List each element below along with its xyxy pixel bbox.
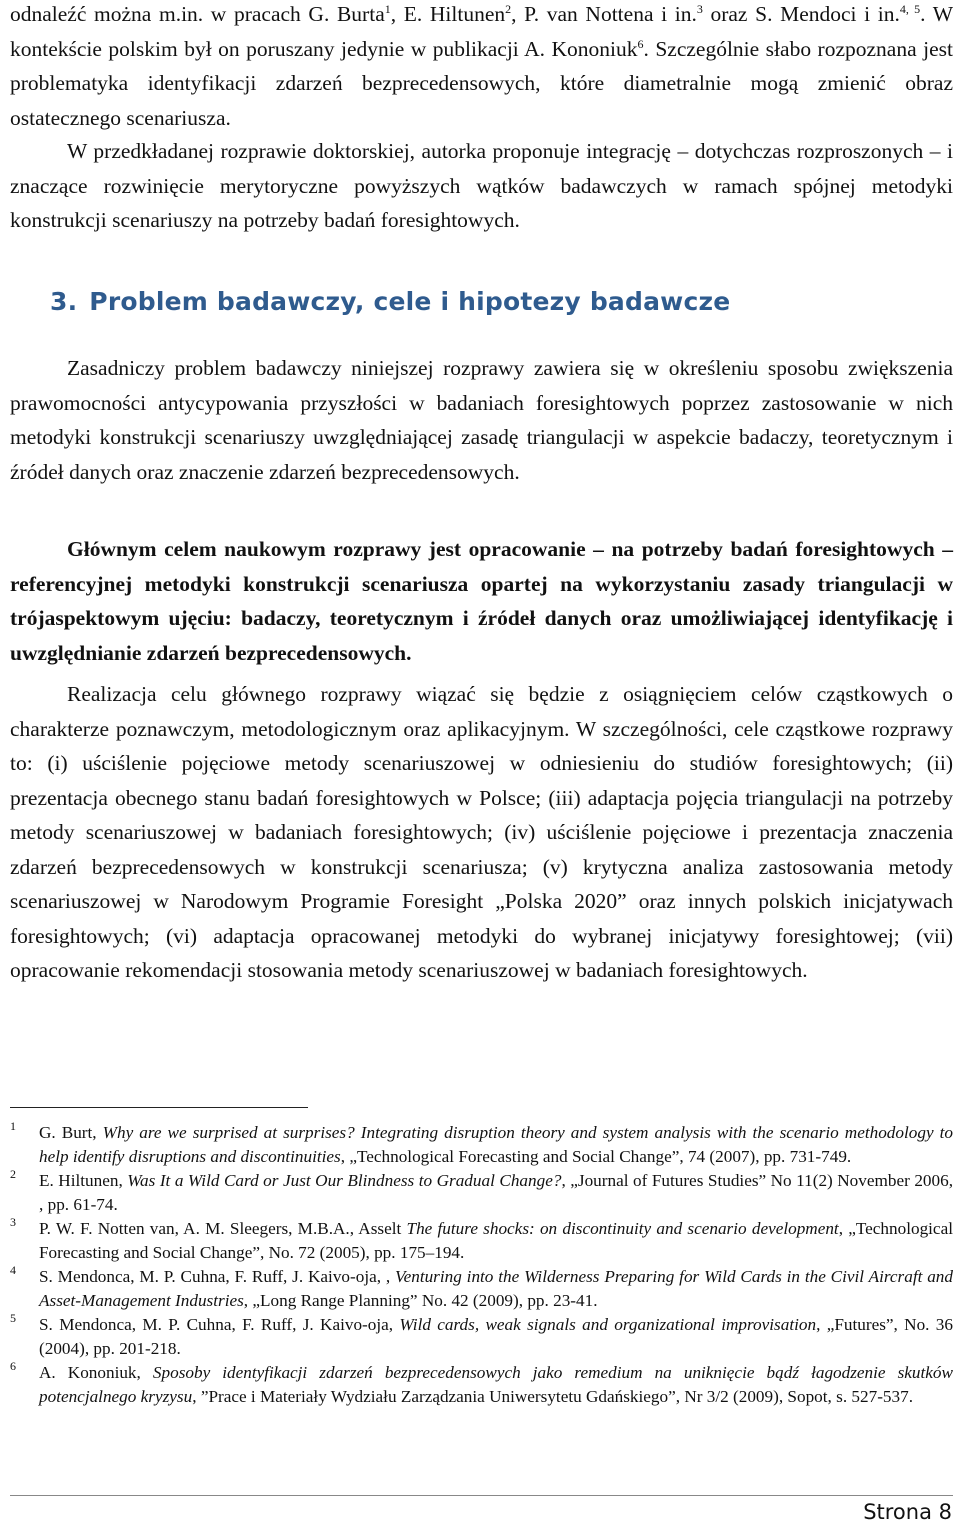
footnote-title: Why are we surprised at surprises? Integrating disruption theory and system analysis with the scenario methodology to help identify disruptions and discontinuities [39,1123,953,1166]
text-segment: , E. Hiltunen [390,2,506,26]
footnote-author: S. Mendonca, M. P. Cuhna, F. Ruff, J. Kaivo-oja, , [39,1267,395,1286]
main-goal-paragraph: Głównym celem naukowym rozprawy jest opracowanie – na potrzeby badań foresightowych – referencyjnej metodyki konstrukcji scenariusza opartej na wykorzystaniu zasady triangulacji w trójaspektowym ujęciu: badaczy, teoretycznym i źródeł danych oraz umożliwiającej identyfikację i uwzględnianie zdarzeń bezprecedensowych. [10,537,953,665]
text-segment: oraz S. Mendoci i in. [702,2,900,26]
footnote [10,1265,953,1313]
footnote-author: S. Mendonca, M. P. Cuhna, F. Ruff, J. Kaivo-oja, [39,1315,400,1334]
text-segment: . W kontekście polskim był on poruszany jedynie w publikacji A. Kononiuk [10,2,954,61]
section-heading [50,287,730,316]
footnote [10,1361,953,1409]
page-number: Strona 8 [863,1500,952,1524]
footnote-number: 6 [10,1359,16,1373]
footnote-author: E. Hiltunen, [39,1171,128,1190]
footnote-ref[interactable]: 6 [637,36,644,51]
footnote-source: , „Journal of Futures Studies” No 11(2) November 2006, , pp. 61-74. [39,1171,953,1214]
partial-goals-paragraph: Realizacja celu głównego rozprawy wiązać się będzie z osiągnięciem celów cząstkowych o charakterze poznawczym, metodologicznym oraz aplikacyjnym. W szczególności, cele cząstkowe rozprawy to: (i) uściślenie pojęciowe metody scenariuszowej w odniesieniu do studiów foresightowych; (ii) prezentacja obecnego stanu badań foresightowych w Polsce; (iii) adaptacja pojęcia triangulacji na potrzeby metody scenariuszowej w badaniach foresightowych; (iv) uściślenie pojęciowe i prezentacja znaczenia zdarzeń bezprecedensowych w konstrukcji scenariusza; (v) krytyczna analiza zastosowania metody scenariuszowej w Narodowym Programie Foresight „Polska 2020” oraz innych polskich inicjatywach foresightowych; (vi) adaptacja opracowanej metodyki do wybranej inicjatywy foresightowej; (vii) opracowanie rekomendacji stosowania metody scenariuszowej w badaniach foresightowych. [10,682,953,982]
footer-rule [10,1495,953,1496]
footnote-title: Was It a Wild Card or Just Our Blindness to Gradual Change? [127,1171,562,1190]
footnote-ref[interactable]: 3 [696,1,703,16]
footnote-number: 5 [10,1311,16,1325]
integration-paragraph: W przedkładanej rozprawie doktorskiej, autorka proponuje integrację – dotychczas rozproszonych – i znaczące rozwinięcie merytoryczne powyższych wątków badawczych w ramach spójnej metodyki konstrukcji scenariuszy na potrzeby badań foresightowych. [10,139,953,232]
intro-paragraph [10,0,953,135]
section-number: 3. [50,287,78,316]
footnote-title: Venturing into the Wilderness Preparing for Wild Cards in the Civil Aircraft and Asset-Management Industries [39,1267,953,1310]
footnote-source: , ”Prace i Materiały Wydziału Zarządzania Uniwersytetu Gdańskiego”, Nr 3/2 (2009), Sopot, s. 527-537. [192,1387,914,1406]
footnote-source: , „Technological Forecasting and Social Change”, No. 72 (2005), pp. 175–194. [39,1219,953,1262]
footnote-source: , „Long Range Planning” No. 42 (2009), pp. 23-41. [243,1291,598,1310]
footnote-title: Wild cards, weak signals and organizational improvisation [399,1315,817,1334]
text-segment: , P. van Nottena i in. [511,2,697,26]
footnote-author: P. W. F. Notten van, A. M. Sleegers, M.B.A., Asselt [39,1219,407,1238]
footnotes [10,1121,953,1409]
footnote [10,1169,953,1217]
footnote-source: , „Technological Forecasting and Social Change”, 74 (2007), pp. 731-749. [340,1147,852,1166]
footnote-title: The future shocks: on discontinuity and scenario development [406,1219,839,1238]
footnote-number: 2 [10,1167,16,1181]
footnote-number: 1 [10,1119,16,1133]
text-segment: . Szczególnie słabo rozpoznana jest problematyka identyfikacji zdarzeń bezprecedensowych, które diametralnie mogą zmienić obraz ostatecznego scenariusza. [10,36,953,130]
footnote [10,1121,953,1169]
footnote [10,1217,953,1265]
footnote-ref[interactable]: 4, 5 [899,1,921,16]
footnote-author: G. Burt, [39,1123,103,1142]
footnote-ref[interactable]: 1 [384,1,391,16]
footnote-title: Sposoby identyfikacji zdarzeń bezprecedensowych jako remedium na uniknięcie bądź łagodzenie skutków potencjalnego kryzysu [39,1363,953,1406]
footnote-author: A. Kononiuk, [39,1363,153,1382]
section-title: Problem badawczy, cele i hipotezy badawcze [89,287,731,316]
footnote-source: , „Futures”, No. 36 (2004), pp. 201-218. [39,1315,953,1358]
footnote-number: 3 [10,1215,16,1229]
text-segment: odnaleźć można m.in. w pracach G. Burta [10,2,385,26]
research-problem-paragraph: Zasadniczy problem badawczy niniejszej rozprawy zawiera się w określeniu sposobu zwiększenia prawomocności antycypowania przyszłości w badaniach foresightowych poprzez zastosowanie w nich metodyki konstrukcji scenariuszy uwzględniającej zasadę triangulacji w aspekcie badaczy, teoretycznym i źródeł danych oraz znaczenie zdarzeń bezprecedensowych. [10,356,953,484]
footnote-number: 4 [10,1263,16,1277]
footnote-separator [10,1107,308,1108]
footnote-ref[interactable]: 2 [505,1,512,16]
footnote [10,1313,953,1361]
